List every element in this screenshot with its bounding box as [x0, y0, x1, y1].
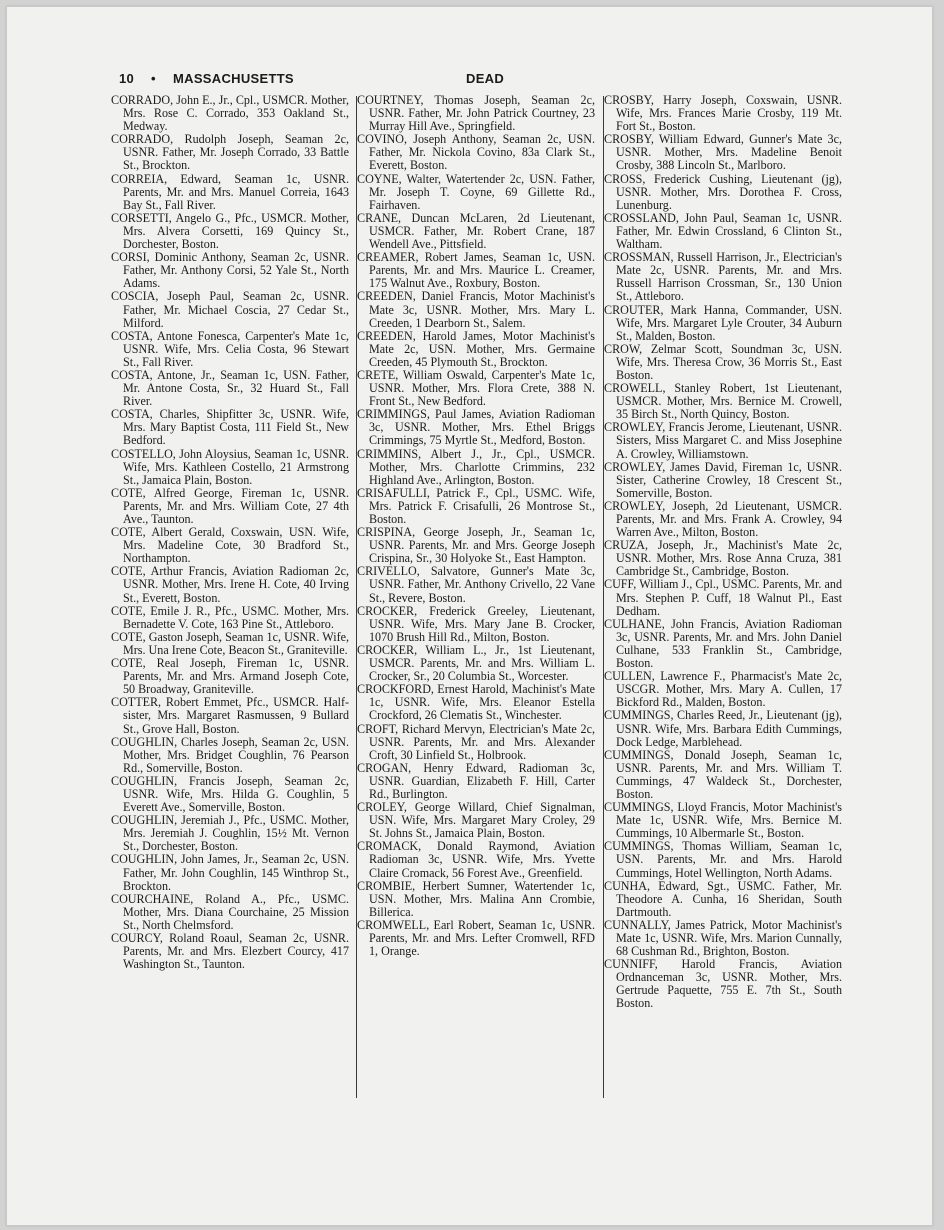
casualty-entry: CUMMINGS, Charles Reed, Jr., Lieutenant (jg), USNR. Wife, Mrs. Barbara Edith Cummings, Dock Ledge, Marblehead.	[604, 708, 842, 749]
casualty-entry: COTE, Arthur Francis, Aviation Radioman 2c, USNR. Mother, Mrs. Irene H. Cote, 40 Irving St., Everett, Boston.	[111, 564, 349, 605]
casualty-entry: CROUTER, Mark Hanna, Commander, USN. Wife, Mrs. Margaret Lyle Crouter, 34 Auburn St., Malden, Boston.	[604, 302, 842, 343]
casualty-entry: CULHANE, John Francis, Aviation Radioman 3c, USNR. Parents, Mr. and Mrs. John Daniel Culhane, 533 Franklin St., Cambridge, Boston.	[604, 616, 842, 671]
casualty-entry: COTE, Albert Gerald, Coxswain, USN. Wife, Mrs. Madeline Cote, 30 Bradford St., Northampton.	[111, 525, 349, 566]
casualty-entry: COSTA, Antone Fonesca, Carpenter's Mate 1c, USNR. Wife, Mrs. Celia Costa, 96 Stewart St., Fall River.	[111, 328, 349, 369]
casualty-entry: CORREIA, Edward, Seaman 1c, USNR. Parents, Mr. and Mrs. Manuel Correia, 1643 Bay St., Fall River.	[111, 171, 349, 212]
casualty-entry: CUMMINGS, Thomas William, Seaman 1c, USN. Parents, Mr. and Mrs. Harold Cummings, Hotel Wellington, North Adams.	[604, 839, 842, 880]
casualty-entry: COTE, Gaston Joseph, Seaman 1c, USNR. Wife, Mrs. Una Irene Cote, Beacon St., Graniteville.	[111, 629, 349, 657]
casualty-entry: CUNNALLY, James Patrick, Motor Machinist's Mate 1c, USNR. Wife, Mrs. Marion Cunnally, 68 Cushman Rd., Brighton, Boston.	[604, 917, 842, 959]
casualty-entry: CROCKER, William L., Jr., 1st Lieutenant, USMCR. Parents, Mr. and Mrs. William L. Crocker, Sr., 20 Columbia St., Worcester.	[357, 642, 595, 684]
casualty-entry: CREEDEN, Harold James, Motor Machinist's Mate 2c, USN. Mother, Mrs. Germaine Creeden, 45 Plymouth St., Brockton.	[357, 328, 595, 369]
casualty-entry: CROFT, Richard Mervyn, Electrician's Mate 2c, USNR. Parents, Mr. and Mrs. Alexander Croft, 30 Linfield St., Holbrook.	[357, 721, 595, 762]
casualty-entry: COUGHLIN, Jeremiah J., Pfc., USMC. Mother, Mrs. Jeremiah J. Coughlin, 15½ Mt. Vernon St., Dorchester, Boston.	[111, 813, 349, 854]
casualty-entry: CUNHA, Edward, Sgt., USMC. Father, Mr. Theodore A. Cunha, 16 Sheridan, South Dartmouth.	[604, 878, 842, 919]
casualty-entry: CRISPINA, George Joseph, Jr., Seaman 1c, USNR. Parents, Mr. and Mrs. George Joseph Crispina, Sr., 30 Holyoke St., East Hampton.	[357, 525, 595, 566]
casualty-entry: CRANE, Duncan McLaren, 2d Lieutenant, USMCR. Father, Mr. Robert Crane, 187 Wendell Ave., Pittsfield.	[357, 210, 595, 252]
casualty-entry: CRUZA, Joseph, Jr., Machinist's Mate 2c, USNR. Mother, Mrs. Rose Anna Cruza, 381 Cambridge St., Cambridge, Boston.	[604, 538, 842, 579]
casualty-entry: CROWLEY, Joseph, 2d Lieutenant, USMCR. Parents, Mr. and Mrs. Frank A. Crowley, 94 Warren Ave., Milton, Boston.	[604, 498, 842, 540]
casualty-entry: CROSSMAN, Russell Harrison, Jr., Electrician's Mate 2c, USNR. Parents, Mr. and Mrs. Russell Harrison Crossman, Sr., 130 Union St., Attleboro.	[604, 250, 842, 304]
casualty-entry: COTE, Real Joseph, Fireman 1c, USNR. Parents, Mr. and Mrs. Armand Joseph Cote, 50 Broadway, Graniteville.	[111, 656, 349, 697]
casualty-entry: CROMACK, Donald Raymond, Aviation Radioman 3c, USNR. Wife, Mrs. Yvette Claire Cromack, 56 Forest Ave., Greenfield.	[357, 839, 595, 880]
casualty-entry: CUMMINGS, Lloyd Francis, Motor Machinist's Mate 1c, USNR. Wife, Mrs. Bernice M. Cummings, 10 Albermarle St., Boston.	[604, 800, 842, 841]
page-header	[119, 71, 849, 91]
casualty-entry: CROLEY, George Willard, Chief Signalman, USN. Wife, Mrs. Margaret Mary Croley, 29 St. Johns St., Jamaica Plain, Boston.	[357, 800, 595, 841]
casualty-entry: CROWLEY, Francis Jerome, Lieutenant, USNR. Sisters, Miss Margaret C. and Miss Josephine A. Crowley, Williamstown.	[604, 420, 842, 461]
casualty-entry: CRIMMINGS, Paul James, Aviation Radioman 3c, USNR. Mother, Mrs. Ethel Briggs Crimmings, 75 Myrtle St., Medford, Boston.	[357, 407, 595, 448]
column-1	[111, 94, 349, 971]
casualty-entry: CREAMER, Robert James, Seaman 1c, USN. Parents, Mr. and Mrs. Maurice L. Creamer, 175 Walnut Ave., Roxbury, Boston.	[357, 250, 595, 291]
casualty-entry: CORRADO, John E., Jr., Cpl., USMCR. Mother, Mrs. Rose C. Corrado, 353 Oakland St., Medway.	[111, 93, 349, 134]
casualty-entry: COURCY, Roland Roaul, Seaman 2c, USNR. Parents, Mr. and Mrs. Elezbert Courcy, 417 Washington St., Taunton.	[111, 931, 349, 972]
casualty-entry: COSTA, Antone, Jr., Seaman 1c, USN. Father, Mr. Antone Costa, Sr., 32 Huard St., Fall River.	[111, 367, 349, 409]
casualty-entry: CROWLEY, James David, Fireman 1c, USNR. Sister, Catherine Crowley, 18 Crescent St., Somerville, Boston.	[604, 459, 842, 500]
casualty-entry: COSCIA, Joseph Paul, Seaman 2c, USNR. Father, Mr. Michael Coscia, 27 Cedar St., Milford.	[111, 289, 349, 330]
casualty-entry: CROMWELL, Earl Robert, Seaman 1c, USNR. Parents, Mr. and Mrs. Lefter Cromwell, RFD 1, Orange.	[357, 917, 595, 959]
casualty-entry: COURTNEY, Thomas Joseph, Seaman 2c, USNR. Father, Mr. John Patrick Courtney, 23 Murray Hill Ave., Springfield.	[357, 93, 595, 134]
casualty-entry: CRISAFULLI, Patrick F., Cpl., USMC. Wife, Mrs. Patrick F. Crisafulli, 26 Montrose St., Boston.	[357, 485, 595, 526]
column-2	[357, 94, 595, 958]
casualty-entry: CUFF, William J., Cpl., USMC. Parents, Mr. and Mrs. Stephen P. Cuff, 18 Walnut Pl., East Dedham.	[604, 577, 842, 618]
casualty-entry: CRIMMINS, Albert J., Jr., Cpl., USMCR. Mother, Mrs. Charlotte Crimmins, 232 Highland Ave., Arlington, Boston.	[357, 446, 595, 487]
casualty-entry: COTE, Alfred George, Fireman 1c, USNR. Parents, Mr. and Mrs. William Cote, 27 4th Ave., Taunton.	[111, 485, 349, 526]
casualty-entry: CROCKER, Frederick Greeley, Lieutenant, USNR. Wife, Mrs. Mary Jane B. Crocker, 1070 Brush Hill Rd., Milton, Boston.	[357, 603, 595, 644]
casualty-entry: CORSETTI, Angelo G., Pfc., USMCR. Mother, Mrs. Alvera Corsetti, 169 Quincy St., Dorchester, Boston.	[111, 210, 349, 252]
section-title: DEAD	[466, 71, 505, 86]
casualty-entry: CROGAN, Henry Edward, Radioman 3c, USNR. Guardian, Elizabeth F. Hill, Carter Rd., Burlington.	[357, 760, 595, 801]
casualty-entry: COURCHAINE, Roland A., Pfc., USMC. Mother, Mrs. Diana Courchaine, 25 Mission St., North Chelmsford.	[111, 891, 349, 932]
casualty-entry: CRETE, William Oswald, Carpenter's Mate 1c, USNR. Mother, Mrs. Flora Crete, 388 N. Front St., New Bedford.	[357, 367, 595, 409]
casualty-entry: COYNE, Walter, Watertender 2c, USN. Father, Mr. Joseph T. Coyne, 69 Gillette Rd., Fairhaven.	[357, 171, 595, 212]
casualty-entry: CUMMINGS, Donald Joseph, Seaman 1c, USNR. Parents, Mr. and Mrs. William T. Cummings, 47 Waldeck St., Dorchester, Boston.	[604, 747, 842, 801]
casualty-entry: COUGHLIN, Charles Joseph, Seaman 2c, USN. Mother, Mrs. Bridget Coughlin, 76 Pearson Rd., Somerville, Boston.	[111, 734, 349, 775]
casualty-entry: COVINO, Joseph Anthony, Seaman 2c, USN. Father, Mr. Nickola Covino, 83a Clark St., Everett, Boston.	[357, 132, 595, 173]
state-title: MASSACHUSETTS	[173, 71, 294, 86]
casualty-entry: CROMBIE, Herbert Sumner, Watertender 1c, USN. Mother, Mrs. Malina Ann Crombie, Billerica.	[357, 878, 595, 919]
casualty-entry: CRIVELLO, Salvatore, Gunner's Mate 3c, USNR. Father, Mr. Anthony Crivello, 22 Vane St., Revere, Boston.	[357, 564, 595, 605]
column-3	[604, 94, 842, 1011]
casualty-entry: CROSS, Frederick Cushing, Lieutenant (jg), USNR. Mother, Mrs. Dorothea F. Cross, Lunenburg.	[604, 171, 842, 212]
page-number: 10	[119, 71, 135, 86]
casualty-entry: CROWELL, Stanley Robert, 1st Lieutenant, USMCR. Mother, Mrs. Bernice M. Crowell, 35 Birch St., North Quincy, Boston.	[604, 381, 842, 422]
casualty-entry: COSTA, Charles, Shipfitter 3c, USNR. Wife, Mrs. Mary Baptist Costa, 111 Field St., New Bedford.	[111, 407, 349, 448]
casualty-entry: CORSI, Dominic Anthony, Seaman 2c, USNR. Father, Mr. Anthony Corsi, 52 Yale St., North Adams.	[111, 250, 349, 291]
casualty-entry: COSTELLO, John Aloysius, Seaman 1c, USNR. Wife, Mrs. Kathleen Costello, 21 Armstrong St., Jamaica Plain, Boston.	[111, 446, 349, 487]
casualty-entry: CORRADO, Rudolph Joseph, Seaman 2c, USNR. Father, Mr. Joseph Corrado, 33 Battle St., Brockton.	[111, 132, 349, 173]
casualty-entry: COUGHLIN, John James, Jr., Seaman 2c, USN. Father, Mr. John Coughlin, 145 Winthrop St., Brockton.	[111, 852, 349, 893]
casualty-entry: COTE, Emile J. R., Pfc., USMC. Mother, Mrs. Bernadette V. Cote, 163 Pine St., Attleboro.	[111, 603, 349, 631]
header-bullet: •	[151, 71, 156, 86]
casualty-entry: CULLEN, Lawrence F., Pharmacist's Mate 2c, USCGR. Mother, Mrs. Mary A. Cullen, 17 Bickford Rd., Malden, Boston.	[604, 669, 842, 710]
casualty-entry: CREEDEN, Daniel Francis, Motor Machinist's Mate 3c, USNR. Mother, Mrs. Mary L. Creeden, 1 Dearborn St., Salem.	[357, 289, 595, 330]
casualty-entry: CUNNIFF, Harold Francis, Aviation Ordnanceman 3c, USNR. Mother, Mrs. Gertrude Paquette, 755 E. 7th St., South Boston.	[604, 957, 842, 1011]
casualty-entry: CROSBY, Harry Joseph, Coxswain, USNR. Wife, Mrs. Frances Marie Crosby, 119 Mt. Fort St., Boston.	[604, 93, 842, 134]
casualty-entry: CROCKFORD, Ernest Harold, Machinist's Mate 1c, USNR. Wife, Mrs. Eleanor Estella Crockford, 26 Clematis St., Winchester.	[357, 682, 595, 723]
casualty-entry: COTTER, Robert Emmet, Pfc., USMCR. Half-sister, Mrs. Margaret Rasmussen, 9 Bullard St., Grove Hall, Boston.	[111, 695, 349, 736]
casualty-entry: CROSSLAND, John Paul, Seaman 1c, USNR. Father, Mr. Edwin Crossland, 6 Clinton St., Waltham.	[604, 210, 842, 252]
casualty-entry: COUGHLIN, Francis Joseph, Seaman 2c, USNR. Wife, Mrs. Hilda G. Coughlin, 5 Everett Ave., Somerville, Boston.	[111, 773, 349, 815]
casualty-entry: CROW, Zelmar Scott, Soundman 3c, USN. Wife, Mrs. Theresa Crow, 36 Morris St., East Boston.	[604, 341, 842, 382]
casualty-entry: CROSBY, William Edward, Gunner's Mate 3c, USNR. Mother, Mrs. Madeline Benoit Crosby, 388 Lincoln St., Marlboro.	[604, 132, 842, 173]
